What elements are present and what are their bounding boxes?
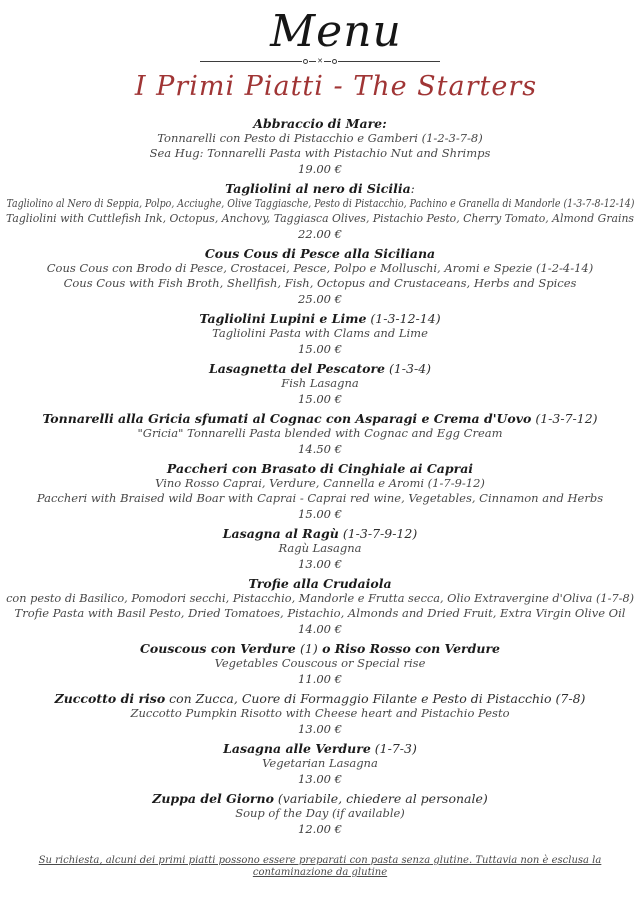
divider-line (324, 61, 331, 62)
dish-description-text: Vegetables Couscous or Special rise (214, 656, 426, 670)
dish-description (0, 146, 640, 161)
menu-item (0, 741, 640, 787)
divider-line (338, 61, 440, 62)
dish-price (0, 557, 640, 572)
dish-title-part: Lasagnetta del Pescatore (208, 361, 385, 376)
dish-title-annotation: (1-3-4) (384, 361, 432, 376)
dish-description-text: Tagliolini with Cuttlefish Ink, Octopus, Anchovy, Taggiasca Olives, Pistachio Pesto, Cherry Tomato, Almond Grains (6, 211, 634, 225)
dish-title-text (152, 791, 488, 806)
dish-price-text: 19.00 € (298, 162, 342, 176)
dish-title-text (223, 741, 417, 756)
dish-descriptions (0, 426, 640, 441)
dish-descriptions (0, 196, 640, 226)
dish-price (0, 392, 640, 407)
dish-description (0, 476, 640, 491)
dish-title-text (167, 461, 473, 476)
dish-description-text: Vegetarian Lasagna (262, 756, 378, 770)
divider-dot-icon (303, 59, 308, 64)
dish-title-part: Paccheri con Brasato di Cinghiale ai Caprai (166, 461, 474, 476)
dish-description (0, 376, 640, 391)
dish-title-text (42, 411, 597, 426)
divider-line (309, 61, 316, 62)
dish-title (0, 181, 640, 196)
header-divider (200, 56, 440, 66)
dish-title-part: Trofie alla Crudaiola (248, 576, 392, 591)
dish-description-text: Tagliolini Pasta with Clams and Lime (212, 326, 428, 340)
dish-description (0, 591, 640, 606)
menu-item (0, 311, 640, 357)
dish-price-text: 12.00 € (298, 822, 342, 836)
dish-title (0, 641, 640, 656)
dish-price-text: 13.00 € (298, 557, 342, 571)
dish-price (0, 227, 640, 242)
menu-item (0, 641, 640, 687)
dish-description-text: Ragù Lasagna (278, 541, 362, 555)
dish-price (0, 722, 640, 737)
dish-description-text: Soup of the Day (if available) (235, 806, 405, 820)
dish-title-annotation: : (410, 181, 415, 196)
dish-price-text: 14.00 € (298, 622, 342, 636)
dish-price (0, 672, 640, 687)
dish-title-text (223, 526, 417, 541)
dish-title-annotation: (1-7-3) (370, 741, 417, 756)
dish-description (0, 326, 640, 341)
dish-description (0, 276, 640, 291)
dish-title (0, 791, 640, 806)
dish-title-text (253, 116, 386, 131)
dish-price-text: 15.00 € (298, 392, 342, 406)
divider-line (200, 61, 302, 62)
dish-title-annotation: con Zucca, Cuore di Formaggio Filante e Pesto di Pistacchio (7-8) (165, 691, 586, 706)
dish-title-part: o Riso Rosso con Verdure (317, 641, 500, 656)
menu-item (0, 361, 640, 407)
menu-item (0, 526, 640, 572)
dish-description-text: Sea Hug: Tonnarelli Pasta with Pistachio Nut and Shrimps (149, 146, 491, 160)
dish-description-text: Cous Cous with Fish Broth, Shellfish, Fish, Octopus and Crustaceans, Herbs and Spices (63, 276, 577, 290)
dish-price-text: 13.00 € (298, 772, 342, 786)
divider-dot-icon (332, 59, 337, 64)
dish-title-annotation: (1-3-7-12) (531, 411, 598, 426)
dish-title-part: Tonnarelli alla Gricia sfumati al Cognac con Asparagi e Crema d'Uovo (42, 411, 532, 426)
footer-note: Su richiesta, alcuni dei primi piatti possono essere preparati con pasta senza glutine. Tuttavia non è esclusa la contaminazione da glutine (38, 855, 602, 878)
menu-item (0, 116, 640, 177)
dish-price-text: 25.00 € (298, 292, 342, 306)
dish-price (0, 622, 640, 637)
dish-title-part: Couscous con Verdure (139, 641, 301, 656)
dish-title (0, 411, 640, 426)
menu-item (0, 791, 640, 837)
dish-title-part: Tagliolini Lupini e Lime (199, 311, 367, 326)
dish-descriptions (0, 376, 640, 391)
dish-price (0, 342, 640, 357)
dish-descriptions (0, 806, 640, 821)
dish-description-text: Tonnarelli con Pesto di Pistacchio e Gamberi (1-2-3-7-8) (157, 131, 483, 145)
dish-description (0, 426, 640, 441)
dish-description (0, 261, 640, 276)
dish-descriptions (0, 541, 640, 556)
menu-title: Menu (270, 6, 402, 57)
dish-description (0, 706, 640, 721)
dish-title-part: Zuppa del Giorno (152, 791, 274, 806)
menu-page (0, 8, 640, 913)
dish-price-text: 15.00 € (298, 507, 342, 521)
dish-title-part: Tagliolini al nero di Sicilia (225, 181, 411, 196)
dish-title-part: Cous Cous di Pesce alla Siciliana (204, 246, 436, 261)
dish-price-text: 22.00 € (298, 227, 342, 241)
menu-item (0, 411, 640, 457)
dish-price-text: 15.00 € (298, 342, 342, 356)
dish-descriptions (0, 756, 640, 771)
dish-description (0, 211, 640, 226)
dish-descriptions (0, 706, 640, 721)
dish-title-text (248, 576, 391, 591)
dish-title-text (209, 361, 431, 376)
dish-title-text (55, 691, 586, 706)
dish-title-part: Abbraccio di Mare: (253, 116, 387, 131)
dish-title (0, 526, 640, 541)
dish-title-annotation: (1) (300, 641, 318, 656)
dish-descriptions (0, 476, 640, 506)
dish-title (0, 576, 640, 591)
dish-description (0, 196, 640, 211)
dish-title-text (205, 246, 435, 261)
dish-title (0, 691, 640, 706)
dish-descriptions (0, 131, 640, 161)
dish-title-text (199, 311, 440, 326)
dish-price-text: 11.00 € (298, 672, 342, 686)
dish-description-text: Cous Cous con Brodo di Pesce, Crostacei, Pesce, Polpo e Molluschi, Aromi e Spezie (1-2-4-14) (46, 261, 594, 275)
dish-description (0, 806, 640, 821)
dish-description-text: Paccheri with Braised wild Boar with Caprai - Caprai red wine, Vegetables, Cinnamon and Herbs (36, 491, 604, 505)
menu-item (0, 691, 640, 737)
dish-description (0, 491, 640, 506)
dish-description (0, 606, 640, 621)
dish-title-part: Lasagna al Ragù (222, 526, 339, 541)
divider-x-icon: ✕ (317, 56, 323, 65)
dish-description-text: Zuccotto Pumpkin Risotto with Cheese heart and Pistachio Pesto (130, 706, 510, 720)
dish-description-text: Vino Rosso Caprai, Verdure, Cannella e Aromi (1-7-9-12) (155, 476, 485, 490)
dish-description (0, 756, 640, 771)
dish-title (0, 361, 640, 376)
dish-description-text: Trofie Pasta with Basil Pesto, Dried Tomatoes, Pistachio, Almonds and Dried Fruit, Extra Virgin Olive Oil (14, 606, 626, 620)
dish-price (0, 507, 640, 522)
menu-item (0, 461, 640, 522)
dish-title-part: Zuccotto di riso (54, 691, 166, 706)
dish-description-text: con pesto di Basilico, Pomodori secchi, Pistacchio, Mandorle e Frutta secca, Olio Extravergine d'Oliva (1-7-8) (6, 591, 634, 605)
menu-item (0, 576, 640, 637)
dish-price-text: 14.50 € (298, 442, 342, 456)
dish-title-annotation: (1-3-12-14) (366, 311, 441, 326)
dish-descriptions (0, 591, 640, 621)
dish-price (0, 162, 640, 177)
dish-description (0, 541, 640, 556)
section-heading: I Primi Piatti - The Starters (134, 71, 538, 102)
dish-descriptions (0, 326, 640, 341)
dish-price (0, 822, 640, 837)
dish-title-part: Lasagna alle Verdure (223, 741, 371, 756)
menu-item (0, 181, 640, 242)
dish-title-text (225, 181, 415, 196)
dish-title (0, 246, 640, 261)
dish-title (0, 741, 640, 756)
dish-descriptions (0, 656, 640, 671)
dish-title-text (140, 641, 500, 656)
dish-description (0, 656, 640, 671)
dish-price (0, 772, 640, 787)
menu-items (0, 116, 640, 837)
dish-title-annotation: (1-3-7-9-12) (338, 526, 418, 541)
dish-description-text: Fish Lasagna (281, 376, 359, 390)
dish-title-annotation: (variabile, chiedere al personale) (273, 791, 488, 806)
dish-title (0, 311, 640, 326)
menu-item (0, 246, 640, 307)
dish-title (0, 461, 640, 476)
dish-description-text: "Gricia" Tonnarelli Pasta blended with Cognac and Egg Cream (137, 426, 503, 440)
dish-price-text: 13.00 € (298, 722, 342, 736)
dish-description-text: Tagliolino al Nero di Seppia, Polpo, Acciughe, Olive Taggiasche, Pesto di Pistacchio, Pachino e Granella di Mandorle (1-3-7-8-12-14) (6, 196, 634, 210)
dish-price (0, 442, 640, 457)
dish-description (0, 131, 640, 146)
dish-title (0, 116, 640, 131)
dish-price (0, 292, 640, 307)
dish-descriptions (0, 261, 640, 291)
